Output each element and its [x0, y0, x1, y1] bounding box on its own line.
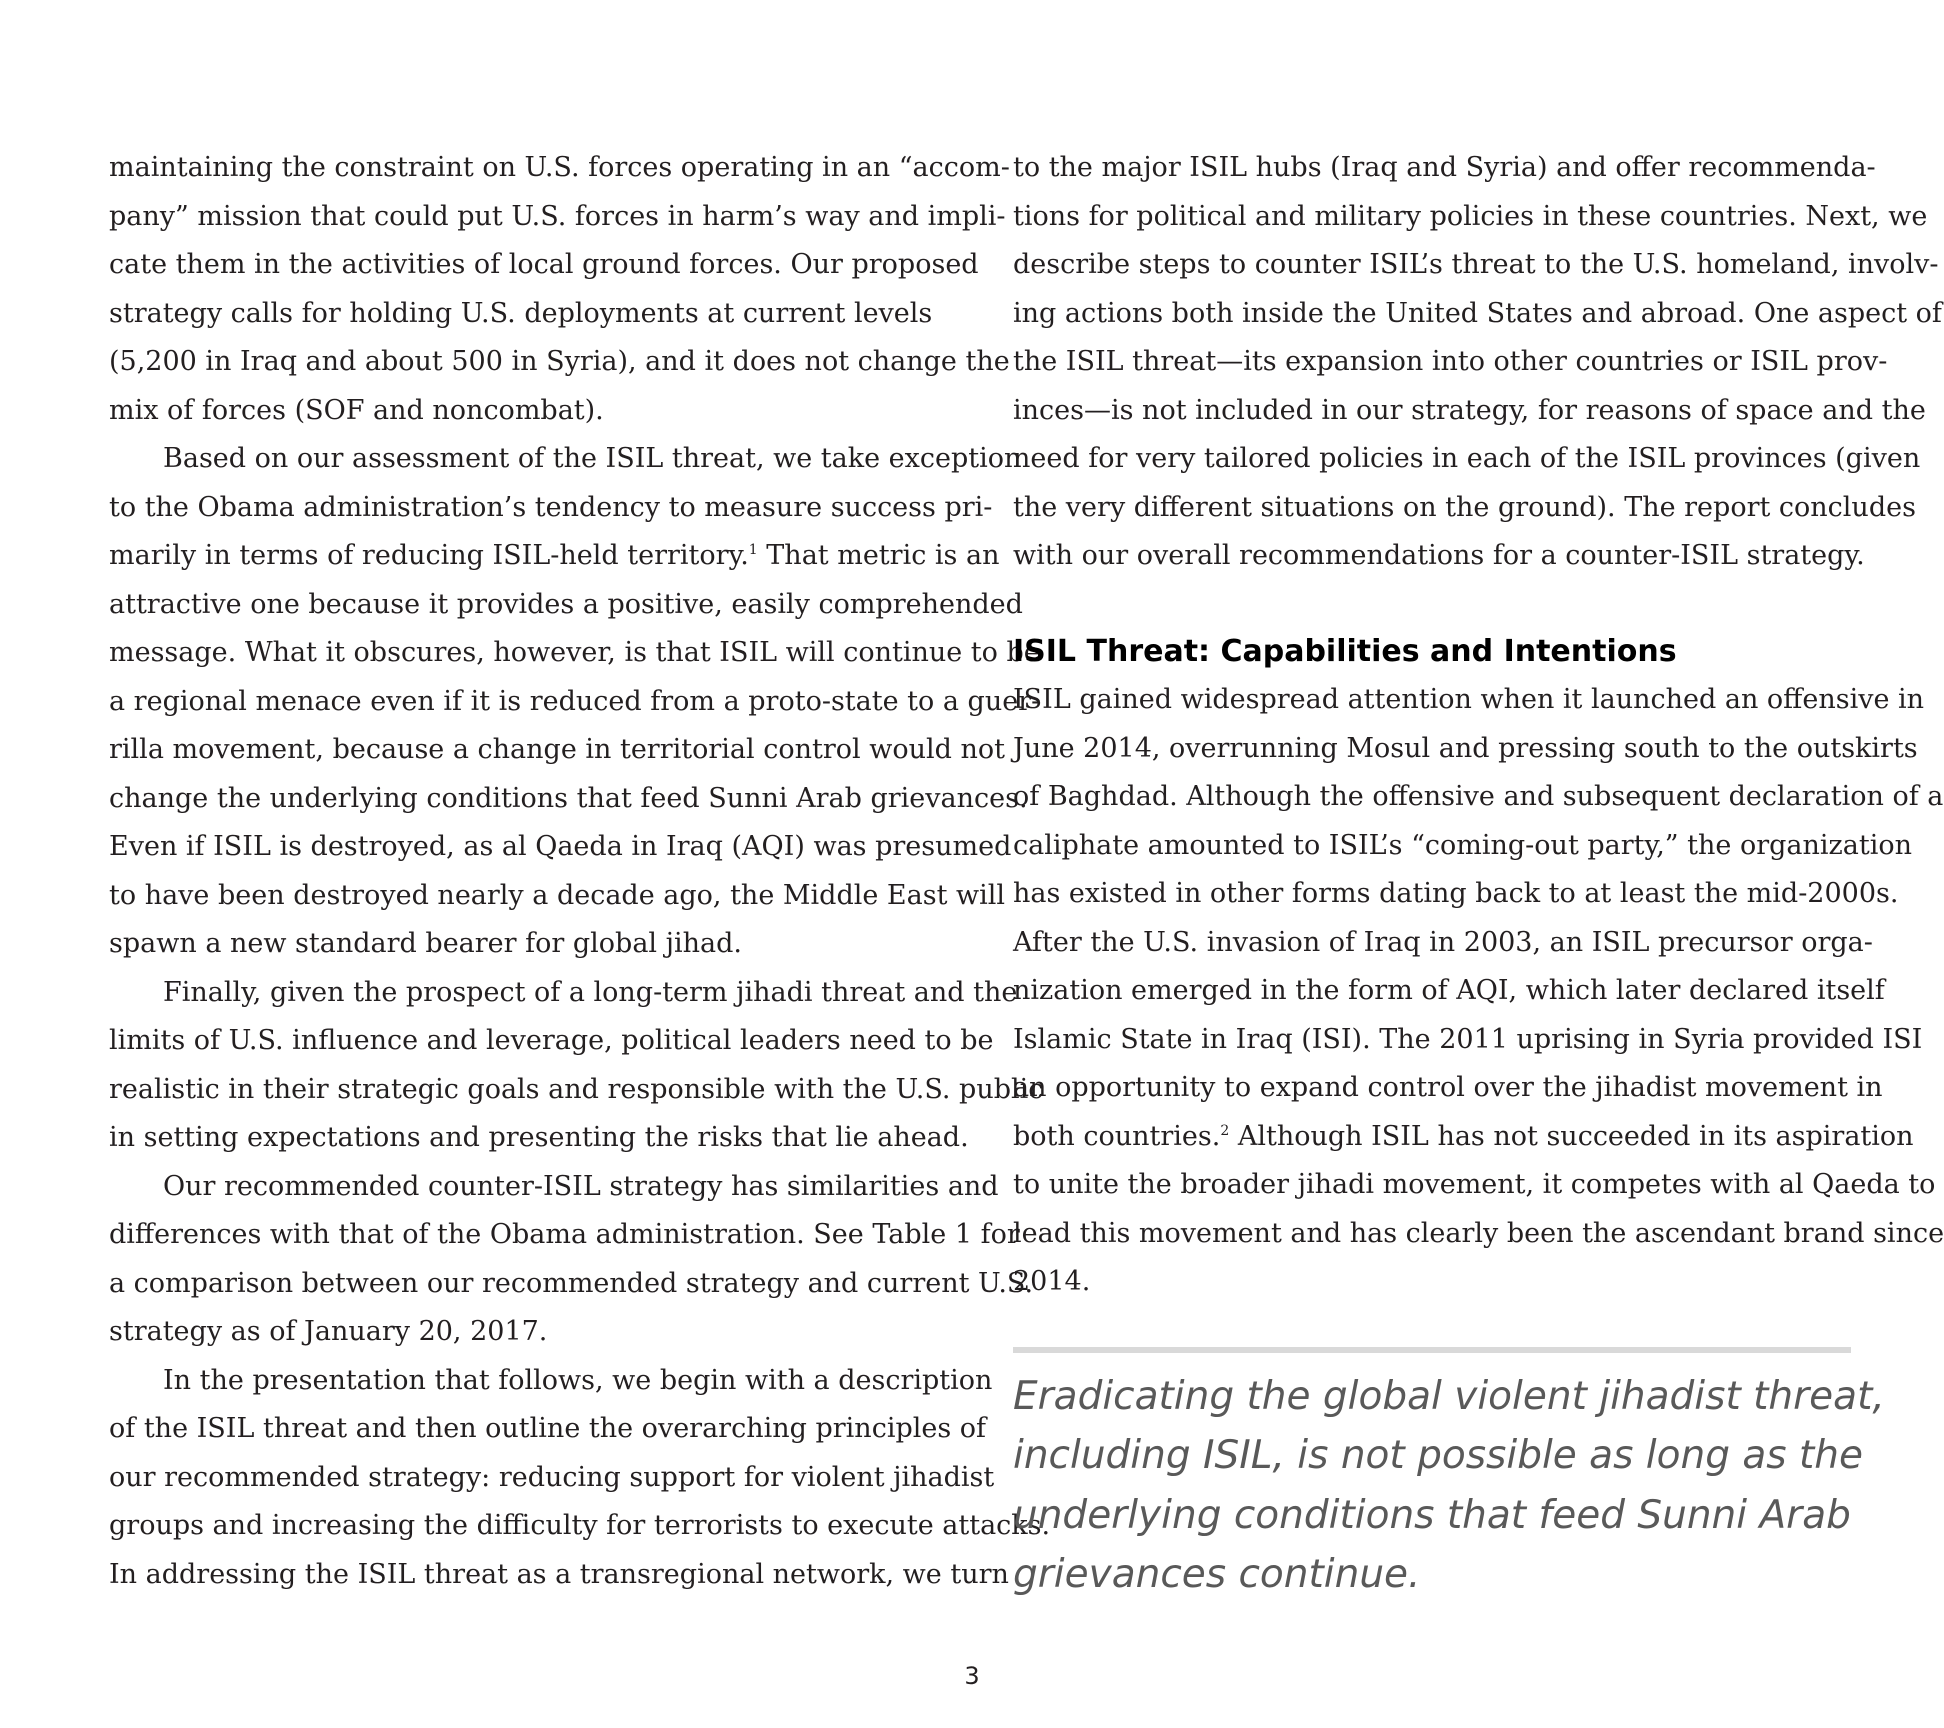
text-line: (5,200 in Iraq and about 500 in Syria), and it does not change the	[109, 346, 1010, 377]
right-column	[1013, 144, 1944, 1605]
text-line: has existed in other forms dating back to at least the mid-2000s.	[1013, 878, 1899, 909]
paragraph	[109, 1163, 1034, 1357]
text-fragment: marily in terms of reducing ISIL-held territory.	[109, 540, 749, 571]
pull-quote	[1013, 1367, 1885, 1605]
paragraph	[109, 144, 1010, 435]
text-line: cate them in the activities of local ground forces. Our proposed	[109, 249, 979, 280]
pull-quote-divider	[1013, 1347, 1851, 1353]
text-line: strategy as of January 20, 2017.	[109, 1316, 548, 1347]
left-column	[109, 144, 1051, 1599]
text-line: After the U.S. invasion of Iraq in 2003, an ISIL precursor orga-	[1013, 926, 1873, 958]
pull-quote-line: grievances continue.	[1013, 1552, 1421, 1597]
text-line: mix of forces (SOF and noncombat).	[109, 394, 604, 426]
text-line: lead this movement and has clearly been the ascendant brand since	[1013, 1217, 1944, 1249]
text-line: maintaining the constraint on U.S. forces operating in an “accom-	[109, 152, 1010, 183]
text-line: the very different situations on the ground). The report concludes	[1013, 491, 1916, 523]
text-line: rilla movement, because a change in territorial control would not	[109, 734, 1005, 765]
text-line: need for very tailored policies in each of the ISIL provinces (given	[1013, 443, 1921, 474]
pull-quote-line: including ISIL, is not possible as long as the	[1013, 1433, 1863, 1478]
text-line: strategy calls for holding U.S. deployments at current levels	[109, 297, 933, 329]
text-line: groups and increasing the difficulty for terrorists to execute attacks.	[109, 1510, 1051, 1541]
text-line: In the presentation that follows, we begin with a description	[163, 1364, 993, 1396]
text-line: limits of U.S. influence and leverage, political leaders need to be	[109, 1025, 994, 1056]
page-number: 3	[964, 1662, 980, 1690]
pull-quote-line: underlying conditions that feed Sunni Arab	[1013, 1492, 1851, 1538]
text-line: 2014.	[1013, 1266, 1091, 1297]
footnote-marker[interactable]: 2	[1220, 1122, 1230, 1139]
text-line	[109, 532, 1000, 581]
text-line: in setting expectations and presenting the risks that lie ahead.	[109, 1122, 969, 1153]
text-line: to the Obama administration’s tendency to measure success pri-	[109, 491, 993, 523]
text-line: describe steps to counter ISIL’s threat to the U.S. homeland, involv-	[1013, 249, 1939, 280]
text-line: change the underlying conditions that feed Sunni Arab grievances.	[109, 782, 1028, 814]
pull-quote-line: Eradicating the global violent jihadist threat,	[1013, 1373, 1885, 1419]
text-line: a comparison between our recommended strategy and current U.S.	[109, 1267, 1034, 1299]
text-line: Our recommended counter-ISIL strategy has similarities and	[163, 1170, 999, 1202]
text-line: to the major ISIL hubs (Iraq and Syria) and offer recommenda-	[1013, 152, 1876, 183]
text-line: differences with that of the Obama administration. See Table 1 for	[109, 1219, 1020, 1250]
text-line: Finally, given the prospect of a long-term jihadi threat and the	[163, 976, 1018, 1008]
text-fragment: both countries.	[1013, 1120, 1221, 1152]
text-line: tions for political and military policies in these countries. Next, we	[1013, 200, 1928, 232]
text-line: message. What it obscures, however, is that ISIL will continue to be	[109, 637, 1040, 668]
text-line: inces—is not included in our strategy, for reasons of space and the	[1013, 394, 1926, 426]
text-fragment: That metric is an	[757, 540, 1000, 571]
paragraph	[1013, 676, 1944, 1307]
text-line: our recommended strategy: reducing support for violent jihadist	[109, 1461, 995, 1493]
text-line: spawn a new standard bearer for global jihad.	[109, 928, 743, 959]
text-line: ing actions both inside the United States and abroad. One aspect of	[1013, 297, 1942, 329]
paragraph	[109, 435, 1041, 969]
paragraph	[109, 969, 1044, 1163]
text-line: pany” mission that could put U.S. forces in harm’s way and impli-	[109, 200, 1006, 232]
text-line: to have been destroyed nearly a decade ago, the Middle East will	[109, 879, 1006, 911]
text-line: realistic in their strategic goals and responsible with the U.S. public	[109, 1073, 1044, 1105]
text-line: caliphate amounted to ISIL’s “coming-out party,” the organization	[1013, 829, 1912, 861]
text-line: with our overall recommendations for a counter-ISIL strategy.	[1013, 540, 1865, 571]
text-line: In addressing the ISIL threat as a transregional network, we turn	[109, 1558, 1009, 1590]
text-line: Islamic State in Iraq (ISI). The 2011 uprising in Syria provided ISI	[1013, 1023, 1923, 1055]
text-line: of the ISIL threat and then outline the overarching principles of	[109, 1413, 987, 1444]
text-line: Even if ISIL is destroyed, as al Qaeda in Iraq (AQI) was presumed	[109, 831, 1012, 862]
text-line: Based on our assessment of the ISIL threat, we take exception	[163, 443, 1022, 474]
text-line: an opportunity to expand control over the jihadist movement in	[1013, 1072, 1883, 1103]
text-fragment: Although ISIL has not succeeded in its aspiration	[1229, 1120, 1914, 1152]
text-line: a regional menace even if it is reduced from a proto-state to a guer-	[109, 685, 1041, 717]
text-line: of Baghdad. Although the offensive and subsequent declaration of a	[1013, 781, 1944, 812]
text-line: attractive one because it provides a positive, easily comprehended	[109, 588, 1023, 620]
text-line	[1013, 1113, 1914, 1162]
section-heading: ISIL Threat: Capabilities and Intentions	[1013, 633, 1677, 669]
text-line: June 2014, overrunning Mosul and pressing south to the outskirts	[1013, 732, 1918, 764]
paragraph	[1013, 144, 1942, 581]
text-line: nization emerged in the form of AQI, which later declared itself	[1013, 975, 1885, 1006]
text-line: to unite the broader jihadi movement, it competes with al Qaeda to	[1013, 1169, 1936, 1200]
text-line: the ISIL threat—its expansion into other countries or ISIL prov-	[1013, 346, 1888, 377]
text-line: ISIL gained widespread attention when it launched an offensive in	[1013, 684, 1925, 715]
footnote-marker[interactable]: 1	[748, 542, 758, 558]
paragraph	[109, 1357, 1051, 1600]
